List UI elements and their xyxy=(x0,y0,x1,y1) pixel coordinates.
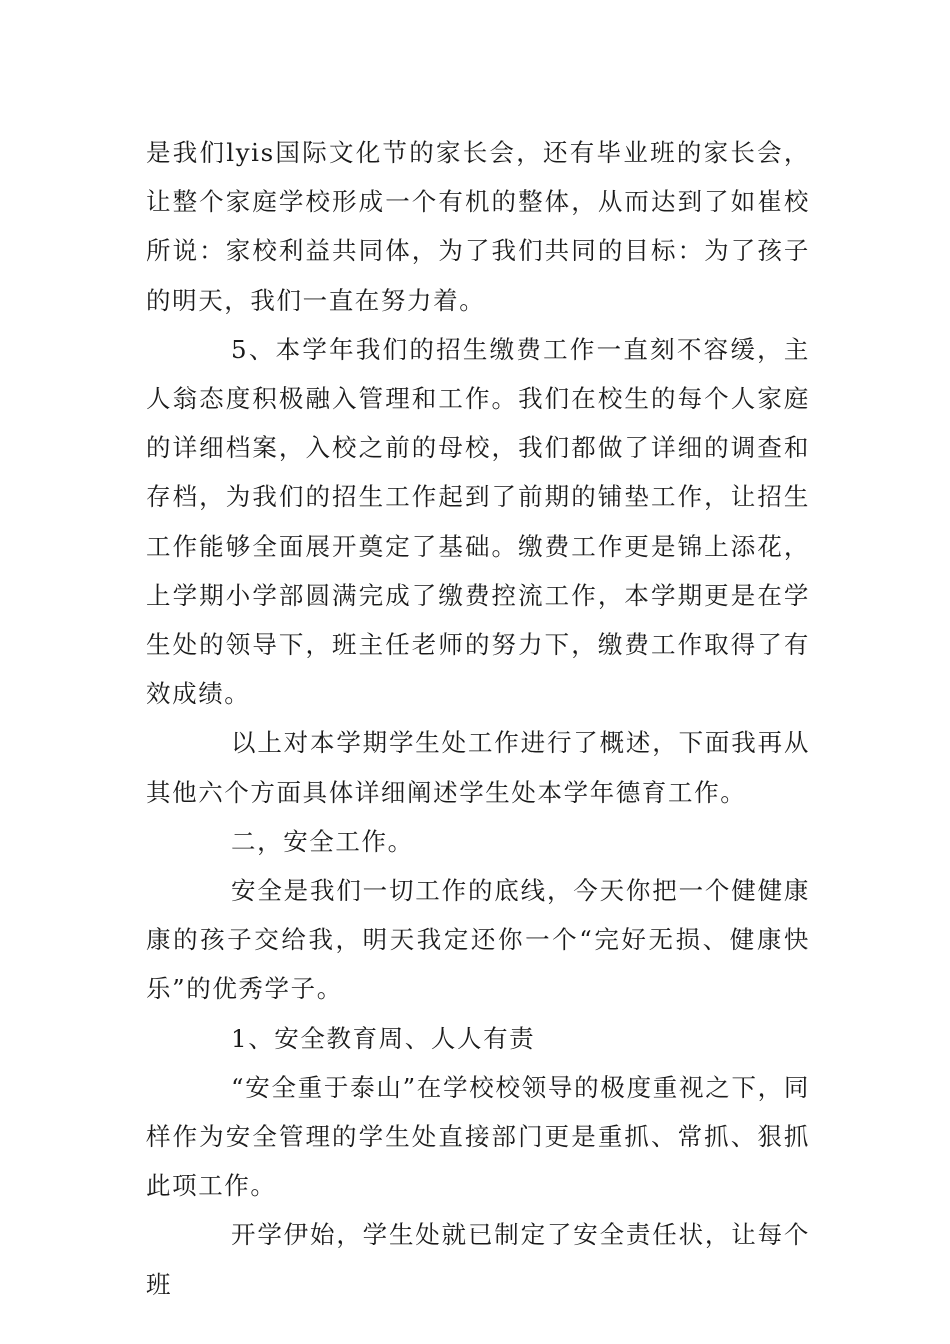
paragraph-safety-intro: 安全是我们一切工作的底线，今天你把一个健健康康的孩子交给我，明天我定还你一个“完好无损、健康快乐”的优秀学子。 xyxy=(146,876,810,1004)
subheading-safety-week: 1、安全教育周、人人有责 xyxy=(231,1023,536,1053)
paragraph-safety-priority: “安全重于泰山”在学校校领导的极度重视之下，同样作为安全管理的学生处直接部门更是重抓、常抓、狠抓此项工作。 xyxy=(146,1072,810,1201)
document-page xyxy=(146,128,810,1309)
paragraph-continuation: 是我们lyis国际文化节的家长会，还有毕业班的家长会，让整个家庭学校形成一个有机的整体，从而达到了如崔校所说：家校利益共同体，为了我们共同的目标：为了孩子的明天，我们一直在努力着。 xyxy=(146,138,810,315)
paragraph-summary: 以上对本学期学生处工作进行了概述，下面我再从其他六个方面具体详细阐述学生处本学年德育工作。 xyxy=(146,728,810,807)
paragraph-enrollment-fees: 5、本学年我们的招生缴费工作一直刻不容缓，主人翁态度积极融入管理和工作。我们在校生的每个人家庭的详细档案，入校之前的母校，我们都做了详细的调查和存档，为我们的招生工作起到了前期的铺垫工作，让招生工作能够全面展开奠定了基础。缴费工作更是锦上添花，上学期小学部圆满完成了缴费控流工作，本学期更是在学生处的领导下，班主任老师的努力下，缴费工作取得了有效成绩。 xyxy=(146,334,810,709)
paragraph-safety-responsibility: 开学伊始，学生处就已制定了安全责任状，让每个班 xyxy=(146,1220,810,1299)
section-heading-safety: 二，安全工作。 xyxy=(231,826,414,856)
